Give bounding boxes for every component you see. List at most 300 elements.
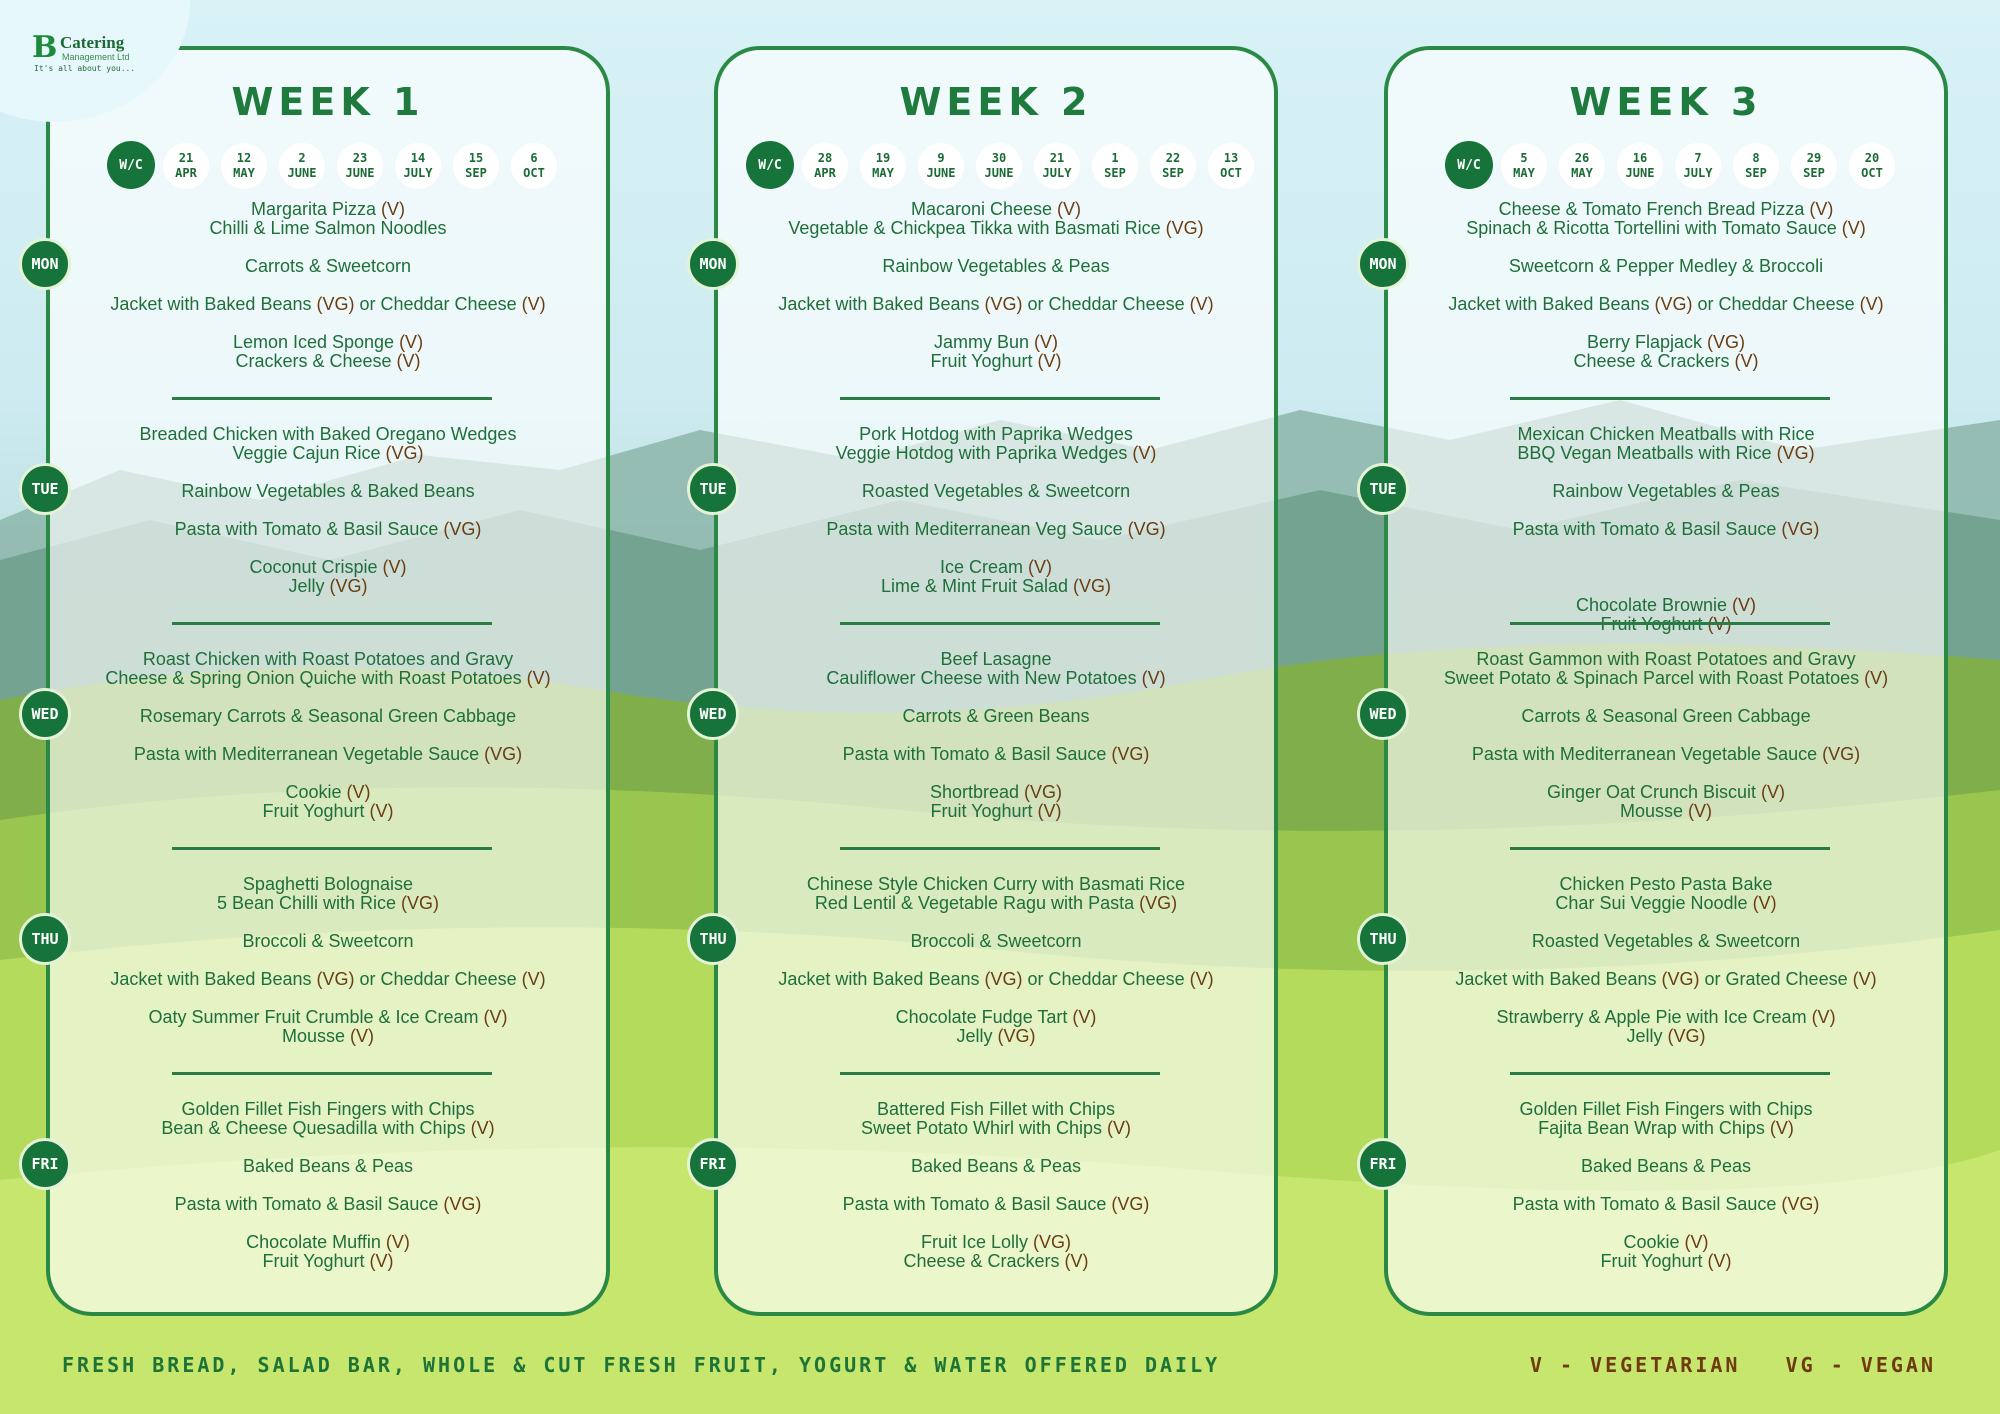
dish-name: Red Lentil & Vegetable Ragu with Pasta [814,893,1140,913]
date-day: 23 [352,151,368,165]
dish-name: Fajita Bean Wrap with Chips [1538,1118,1770,1138]
diet-tag: (V) [470,1118,495,1138]
diet-tag: (V) [369,801,394,821]
diet-tag: (VG) [1667,1026,1706,1046]
menu-line [1388,1233,1944,1252]
dish-name: Roasted Vegetables & Sweetcorn [1531,931,1801,951]
menu-item [50,482,606,501]
dish-name: Vegetable & Chickpea Tikka with Basmati Rice [788,218,1166,238]
dish-name: Chocolate Muffin [246,1232,386,1252]
dish-name: Veggie Cajun Rice [232,443,386,463]
dish-name: Char Sui Veggie Noodle [1555,893,1753,913]
dish-name: Chocolate Fudge Tart [895,1007,1073,1027]
diet-tag: (VG) [1781,519,1820,539]
menu-item [50,558,606,596]
day-divider [172,1072,492,1075]
dish-name: Carrots & Seasonal Green Cabbage [1521,706,1811,726]
week-commencing-label: W/C [107,141,155,189]
dish-name: Broccoli & Sweetcorn [242,931,414,951]
day-badge-mon: MON [19,238,71,290]
menu-item [718,1100,1274,1138]
menu-line [1388,352,1944,371]
menu-line [1388,894,1944,913]
dish-name: Cheese & Crackers [1573,351,1735,371]
menu-line [50,745,606,764]
dish-name: or Cheddar Cheese [354,294,522,314]
date-day: 13 [1223,151,1239,165]
day-badge-fri: FRI [1357,1138,1409,1190]
dish-name: Cookie [1623,1232,1685,1252]
dish-name: Rainbow Vegetables & Peas [1552,481,1780,501]
diet-tag: (V) [1859,294,1884,314]
dish-name: Broccoli & Sweetcorn [910,931,1082,951]
dish-name: Rosemary Carrots & Seasonal Green Cabbage [139,706,517,726]
dish-name: or Grated Cheese [1699,969,1853,989]
diet-tag: (VG) [1033,1232,1072,1252]
date-month: SEP [1104,166,1126,180]
diet-tag: (V) [1769,1118,1794,1138]
diet-tag: (V) [1107,1118,1132,1138]
menu-line [1388,295,1944,314]
week-start-date [337,143,383,189]
menu-line [50,1195,606,1214]
diet-tag: (V) [1037,351,1062,371]
date-month: MAY [872,166,894,180]
menu-line [718,577,1274,596]
dish-name: Fruit Yoghurt [262,1251,370,1271]
menu-item [50,520,606,539]
diet-tag: (VG) [1822,744,1861,764]
date-day: 2 [298,151,306,165]
dish-name: Pasta with Tomato & Basil Sauce [1512,519,1782,539]
dish-name: Pasta with Tomato & Basil Sauce [174,519,444,539]
dish-name: Ginger Oat Crunch Biscuit [1546,782,1762,802]
day-divider [172,847,492,850]
menu-line [50,257,606,276]
menu-item [718,1195,1274,1214]
date-day: 28 [817,151,833,165]
dish-name: Carrots & Green Beans [902,706,1090,726]
menu-line [718,219,1274,238]
week-start-date [1675,143,1721,189]
date-day: 21 [1049,151,1065,165]
menu-line [50,444,606,463]
menu-line [50,1233,606,1252]
dish-name: Jacket with Baked Beans [778,969,985,989]
day-badge-wed: WED [1357,688,1409,740]
menu-line [50,1027,606,1046]
dish-name: Mousse [281,1026,351,1046]
dish-name: Chilli & Lime Salmon Noodles [209,218,447,238]
menu-item [1388,596,1944,634]
menu-item [1388,295,1944,314]
menu-item [718,520,1274,539]
diet-tag: (VG) [1024,782,1063,802]
menu-item [718,1008,1274,1046]
diet-tag: (V) [521,294,546,314]
menu-line [1388,1157,1944,1176]
menu-line [50,970,606,989]
menu-item [1388,650,1944,688]
dish-name: Roast Gammon with Roast Potatoes and Gravy [1476,649,1856,669]
dish-name: Rainbow Vegetables & Peas [882,256,1110,276]
date-day: 19 [875,151,891,165]
diet-tag: (V) [385,1232,410,1252]
menu-line [718,875,1274,894]
date-day: 21 [178,151,194,165]
week-commencing-label: W/C [1445,141,1493,189]
menu-line [50,802,606,821]
menu-line [718,1157,1274,1176]
date-day: 7 [1694,151,1702,165]
menu-line [50,352,606,371]
menu-item [718,875,1274,913]
diet-tag: (V) [526,668,551,688]
menu-line [718,669,1274,688]
menu-line [718,894,1274,913]
date-month: APR [814,166,836,180]
day-menu-tue [50,425,606,596]
menu-line [1388,1008,1944,1027]
menu-line [718,802,1274,821]
menu-item [50,295,606,314]
date-month: JULY [403,166,433,180]
menu-item [50,1008,606,1046]
dish-name: Fruit Yoghurt [930,351,1038,371]
menu-line [50,219,606,238]
dish-name: Pasta with Mediterranean Veg Sauce [826,519,1128,539]
dish-name: or Cheddar Cheese [354,969,522,989]
menu-item [1388,333,1944,371]
menu-item [718,333,1274,371]
menu-line [50,482,606,501]
menu-line [50,1100,606,1119]
dish-name: Pasta with Tomato & Basil Sauce [842,1194,1112,1214]
menu-item [50,783,606,821]
dish-name: Fruit Ice Lolly [920,1232,1034,1252]
dish-name: Roast Chicken with Roast Potatoes and Gravy [142,649,514,669]
date-month: MAY [1513,166,1535,180]
week-start-date [1501,143,1547,189]
date-day: 20 [1864,151,1880,165]
menu-item [718,707,1274,726]
diet-tag: (VG) [401,893,440,913]
menu-line [718,1008,1274,1027]
dish-name: Cheese & Tomato French Bread Pizza [1498,199,1810,219]
menu-item [718,650,1274,688]
menu-line [1388,219,1944,238]
menu-item [1388,707,1944,726]
diet-tag: (V) [1761,782,1786,802]
date-month: OCT [523,166,545,180]
date-day: 30 [991,151,1007,165]
menu-item [1388,1157,1944,1176]
dish-name: Sweetcorn & Pepper Medley & Broccoli [1508,256,1824,276]
diet-tag: (V) [399,332,424,352]
dish-name: Jammy Bun [933,332,1035,352]
menu-line [50,295,606,314]
day-divider [1510,1072,1830,1075]
menu-line [1388,783,1944,802]
diet-legend: V - VEGETARIAN VG - VEGAN [1529,1353,1936,1377]
day-badge-tue: TUE [19,463,71,515]
week-start-date [918,143,964,189]
diet-tag: (V) [1852,969,1877,989]
date-month: JUNE [287,166,317,180]
dish-name: Baked Beans & Peas [1580,1156,1752,1176]
dish-name: Cheese & Crackers [903,1251,1065,1271]
menu-line [718,520,1274,539]
day-menu-fri [1388,1100,1944,1271]
dish-name: Baked Beans & Peas [242,1156,414,1176]
dish-name: Cauliflower Cheese with New Potatoes [826,668,1142,688]
menu-line [718,295,1274,314]
diet-tag: (V) [1684,1232,1709,1252]
day-menu-wed [1388,650,1944,821]
logo-name: Catering [60,33,125,52]
menu-line [50,894,606,913]
dish-name: 5 Bean Chilli with Rice [216,893,402,913]
menu-line [1388,520,1944,539]
day-menu-tue [718,425,1274,596]
diet-tag: (V) [396,351,421,371]
menu-line [1388,707,1944,726]
week-card-2 [714,46,1278,1316]
menu-item [1388,520,1944,539]
dish-name: Bean & Cheese Quesadilla with Chips [161,1118,471,1138]
menu-item [50,257,606,276]
menu-item [718,295,1274,314]
menu-item [718,783,1274,821]
menu-item [718,745,1274,764]
diet-tag: (VG) [997,1026,1036,1046]
day-divider [840,397,1160,400]
day-divider [840,847,1160,850]
dish-name: Pasta with Mediterranean Vegetable Sauce [1471,744,1823,764]
dish-name: Jacket with Baked Beans [1455,969,1662,989]
date-month: SEP [465,166,487,180]
day-badge-mon: MON [687,238,739,290]
menu-line [1388,932,1944,951]
menu-item [1388,1233,1944,1271]
date-day: 15 [468,151,484,165]
menu-line [1388,1027,1944,1046]
menu-line [50,520,606,539]
menu-line [1388,425,1944,444]
diet-tag: (V) [1809,199,1834,219]
date-day: 26 [1574,151,1590,165]
diet-tag: (V) [1037,801,1062,821]
diet-tag: (VG) [443,1194,482,1214]
menu-line [50,1008,606,1027]
dish-name: Spinach & Ricotta Tortellini with Tomato Sauce [1466,218,1842,238]
diet-tag: (VG) [1127,519,1166,539]
menu-line [718,1100,1274,1119]
week-start-date [511,143,557,189]
menu-item [50,425,606,463]
week-title: WEEK 3 [1569,80,1763,124]
diet-tag: (VG) [484,744,523,764]
diet-tag: (V) [1841,218,1866,238]
day-divider [172,397,492,400]
dish-name: Jelly [1626,1026,1668,1046]
week-start-date [1150,143,1196,189]
dish-name: Jacket with Baked Beans [1448,294,1655,314]
day-badge-fri: FRI [687,1138,739,1190]
day-badge-tue: TUE [687,463,739,515]
dish-name: Margarita Pizza [250,199,382,219]
dish-name: or Cheddar Cheese [1022,294,1190,314]
menu-item [1388,1195,1944,1214]
dish-name: Battered Fish Fillet with Chips [876,1099,1116,1119]
dish-name: Shortbread [929,782,1025,802]
dish-name: Jacket with Baked Beans [110,294,317,314]
day-divider [172,622,492,625]
diet-tag: (V) [350,1026,375,1046]
dish-name: Carrots & Sweetcorn [244,256,412,276]
date-day: 22 [1165,151,1181,165]
menu-item [50,200,606,238]
menu-line [1388,1195,1944,1214]
dish-name: Golden Fillet Fish Fingers with Chips [1519,1099,1813,1119]
dish-name: Strawberry & Apple Pie with Ice Cream [1496,1007,1812,1027]
day-badge-tue: TUE [1357,463,1409,515]
diet-tag: (V) [1752,893,1777,913]
day-divider [840,622,1160,625]
diet-tag: (VG) [316,294,355,314]
dish-name: Pasta with Mediterranean Vegetable Sauce [133,744,485,764]
week-start-date [1208,143,1254,189]
diet-tag: (V) [1132,443,1157,463]
menu-line [50,577,606,596]
day-divider [840,1072,1160,1075]
diet-tag: (V) [1028,557,1053,577]
menu-item [718,482,1274,501]
diet-tag: (V) [1189,969,1214,989]
menu-item [1388,932,1944,951]
menu-item [50,932,606,951]
date-month: JULY [1042,166,1072,180]
menu-line [1388,669,1944,688]
dish-name: Sweet Potato Whirl with Chips [860,1118,1108,1138]
diet-tag: (V) [1072,1007,1097,1027]
diet-tag: (VG) [316,969,355,989]
menu-item [50,1100,606,1138]
menu-line [718,444,1274,463]
dish-name: Lime & Mint Fruit Salad [880,576,1074,596]
logo-subtitle: Management Ltd [62,52,130,62]
day-menu-wed [718,650,1274,821]
menu-item [1388,783,1944,821]
menu-item [50,333,606,371]
menu-line [50,558,606,577]
dish-name: Mexican Chicken Meatballs with Rice [1517,424,1815,444]
menu-item [1388,425,1944,463]
menu-item [1388,200,1944,238]
date-month: JUNE [345,166,375,180]
week-start-date [1849,143,1895,189]
menu-line [50,200,606,219]
menu-line [1388,1252,1944,1271]
week-start-date [453,143,499,189]
date-day: 16 [1632,151,1648,165]
dish-name: Cookie [285,782,347,802]
week-start-date [163,143,209,189]
dish-name: Jacket with Baked Beans [110,969,317,989]
menu-line [1388,1100,1944,1119]
menu-line [718,1119,1274,1138]
menu-line [1388,875,1944,894]
week-card-1 [46,46,610,1316]
menu-line [718,783,1274,802]
diet-tag: (VG) [1165,218,1204,238]
diet-tag: (VG) [1781,1194,1820,1214]
date-day: 6 [530,151,538,165]
menu-line [718,745,1274,764]
dish-name: Sweet Potato & Spinach Parcel with Roast Potatoes [1443,668,1865,688]
week-start-date [976,143,1022,189]
menu-item [1388,970,1944,989]
dish-name: Breaded Chicken with Baked Oregano Wedges [139,424,517,444]
menu-line [718,352,1274,371]
menu-item [718,200,1274,238]
menu-line [718,200,1274,219]
menu-item [50,970,606,989]
menu-line [1388,200,1944,219]
week-start-date [221,143,267,189]
dish-name: Ice Cream [939,557,1029,577]
day-menu-fri [50,1100,606,1271]
week-card-3 [1384,46,1948,1316]
dish-name: Pasta with Tomato & Basil Sauce [1512,1194,1782,1214]
week-start-date [1791,143,1837,189]
date-month: SEP [1745,166,1767,180]
menu-line [1388,596,1944,615]
week-start-date [279,143,325,189]
dish-name: Jelly [956,1026,998,1046]
week-start-date [1034,143,1080,189]
date-month: SEP [1162,166,1184,180]
date-month: MAY [1571,166,1593,180]
menu-item [50,1157,606,1176]
menu-item [718,932,1274,951]
date-month: OCT [1861,166,1883,180]
dish-name: Berry Flapjack [1586,332,1708,352]
menu-item [50,875,606,913]
menu-line [50,425,606,444]
dish-name: Baked Beans & Peas [910,1156,1082,1176]
date-month: JULY [1683,166,1713,180]
menu-line [50,783,606,802]
dish-name: or Cheddar Cheese [1022,969,1190,989]
diet-tag: (VG) [1661,969,1700,989]
day-menu-thu [1388,875,1944,1046]
menu-item [50,1195,606,1214]
menu-item [1388,745,1944,764]
menu-item [718,425,1274,463]
dish-name: Oaty Summer Fruit Crumble & Ice Cream [148,1007,484,1027]
diet-tag: (VG) [329,576,368,596]
menu-line [1388,257,1944,276]
company-logo [0,0,190,122]
menu-item [718,257,1274,276]
diet-tag: (VG) [1111,1194,1150,1214]
diet-tag: (VG) [1776,443,1815,463]
diet-tag: (V) [1734,351,1759,371]
dish-name: Chicken Pesto Pasta Bake [1559,874,1773,894]
dish-name: Pasta with Tomato & Basil Sauce [174,1194,444,1214]
date-month: JUNE [984,166,1014,180]
